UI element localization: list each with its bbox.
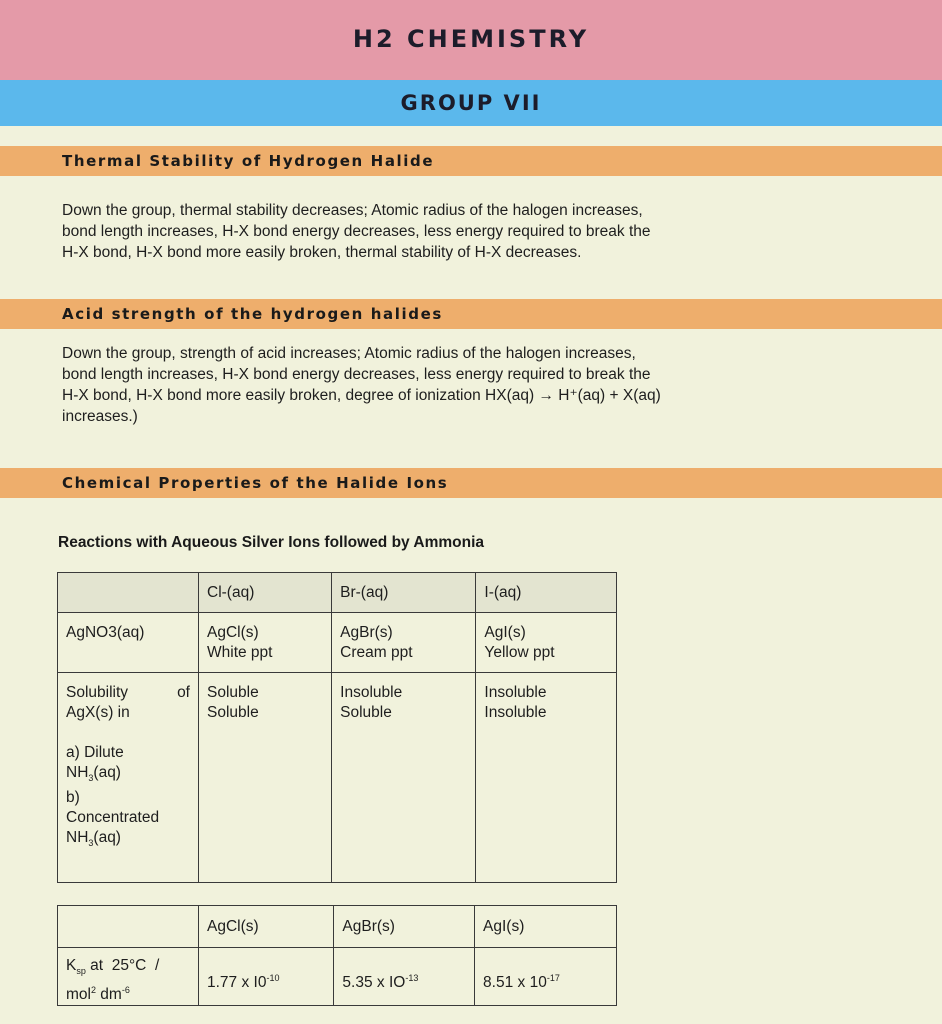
- header-cell-empty: [58, 573, 199, 613]
- cell-line: White ppt: [207, 644, 273, 661]
- ksp-base: 5.35 x IO: [342, 974, 406, 992]
- table-cell: [199, 673, 332, 883]
- cell-line: Cream ppt: [340, 644, 413, 661]
- label-spacer: [66, 723, 190, 743]
- cell-line: AgI(s): [484, 624, 526, 641]
- row-label: [58, 948, 199, 1006]
- label-subscript: 3: [88, 838, 94, 849]
- reactions-heading: Reactions with Aqueous Silver Ions followed by Ammonia: [58, 534, 485, 551]
- header-cell: AgCl(s): [199, 906, 334, 948]
- label-text: at 25°C /: [85, 957, 160, 974]
- section-heading: Thermal Stability of Hydrogen Halide: [62, 152, 435, 170]
- label-subscript: sp: [76, 966, 86, 977]
- page-title: H2 CHEMISTRY: [352, 25, 590, 53]
- label-text: mol: [66, 986, 91, 1004]
- label-text: (aq): [93, 764, 121, 781]
- label-line: [66, 956, 190, 981]
- subtitle-banner: [0, 80, 942, 126]
- row-label: AgNO3(aq): [58, 613, 199, 673]
- paragraph-line: H-X bond, H-X bond more easily broken, degree of ionization HX(aq) → H⁺(aq) + X(aq): [62, 387, 661, 404]
- ksp-base: 8.51 x 10: [483, 974, 547, 992]
- header-cell: Cl-(aq): [199, 573, 332, 613]
- table-cell: [199, 613, 332, 673]
- label-line: AgX(s) in: [66, 704, 130, 721]
- label-line: Concentrated: [66, 809, 160, 827]
- section-heading: Acid strength of the hydrogen halides: [62, 305, 443, 323]
- table-cell: [476, 613, 617, 673]
- table-row: [58, 948, 617, 1006]
- cell-line: Yellow ppt: [484, 644, 555, 661]
- label-superscript: 2: [90, 985, 96, 996]
- paragraph-line: H-X bond, H-X bond more easily broken, thermal stability of H-X decreases.: [62, 244, 582, 261]
- table-header-row: [58, 573, 617, 613]
- label-line: [66, 981, 190, 1004]
- label-text: Solubility: [66, 684, 129, 701]
- ksp-value-cell: [334, 948, 475, 1006]
- table-header-row: [58, 906, 617, 948]
- label-text: dm: [96, 986, 122, 1004]
- header-cell: AgI(s): [475, 906, 617, 948]
- header-cell-empty: [58, 906, 199, 948]
- cell-line: Soluble: [207, 704, 259, 721]
- label-line: [66, 683, 190, 703]
- section-header-acid: [0, 299, 942, 329]
- table-cell: [332, 673, 476, 883]
- table-cell: [332, 613, 476, 673]
- cell-line: Insoluble: [340, 684, 403, 701]
- paragraph-line: bond length increases, H-X bond energy decreases, less energy required to break the: [62, 366, 651, 383]
- label-line: [66, 828, 190, 853]
- table-row: [58, 673, 617, 883]
- label-line: [66, 763, 190, 788]
- cell-line: AgBr(s): [340, 624, 393, 641]
- paragraph-line: Down the group, thermal stability decreases; Atomic radius of the halogen increases,: [62, 202, 643, 219]
- cell-line: AgCl(s): [207, 624, 259, 641]
- table-row: [58, 613, 617, 673]
- paragraph-line: Down the group, strength of acid increases; Atomic radius of the halogen increases,: [62, 345, 636, 362]
- thermal-paragraph: [62, 200, 782, 263]
- label-text: (aq): [93, 829, 121, 847]
- acid-paragraph: [62, 343, 762, 427]
- ksp-exponent: -17: [546, 973, 560, 983]
- page-subtitle: GROUP VII: [400, 91, 542, 115]
- label-line: a) Dilute: [66, 744, 124, 761]
- label-text: K: [66, 957, 77, 974]
- table-cell: [476, 673, 617, 883]
- ksp-table: [57, 905, 617, 1006]
- label-text: NH: [66, 829, 89, 847]
- label-superscript: -6: [121, 985, 130, 996]
- ksp-base: 1.77 x I0: [207, 974, 267, 992]
- header-cell: AgBr(s): [334, 906, 475, 948]
- ksp-value-cell: [475, 948, 617, 1006]
- section-header-thermal: [0, 146, 942, 176]
- cell-line: Insoluble: [484, 684, 547, 701]
- section-header-halide-ions: [0, 468, 942, 498]
- label-text: NH: [66, 764, 89, 781]
- header-cell: I-(aq): [476, 573, 617, 613]
- ksp-exponent: -13: [405, 973, 419, 983]
- silver-reactions-table: [57, 572, 617, 883]
- paragraph-line: increases.): [62, 408, 138, 425]
- label-line: b): [66, 789, 80, 807]
- label-text: of: [177, 684, 190, 701]
- cell-line: Soluble: [207, 684, 259, 701]
- row-label: [58, 673, 199, 883]
- title-banner: [0, 0, 942, 80]
- label-subscript: 3: [88, 773, 94, 784]
- paragraph-line: bond length increases, H-X bond energy decreases, less energy required to break the: [62, 223, 651, 240]
- header-cell: Br-(aq): [332, 573, 476, 613]
- cell-line: Insoluble: [484, 704, 547, 721]
- ksp-exponent: -10: [266, 973, 280, 983]
- ksp-value-cell: [199, 948, 334, 1006]
- section-heading: Chemical Properties of the Halide Ions: [62, 474, 449, 492]
- cell-line: Soluble: [340, 704, 392, 721]
